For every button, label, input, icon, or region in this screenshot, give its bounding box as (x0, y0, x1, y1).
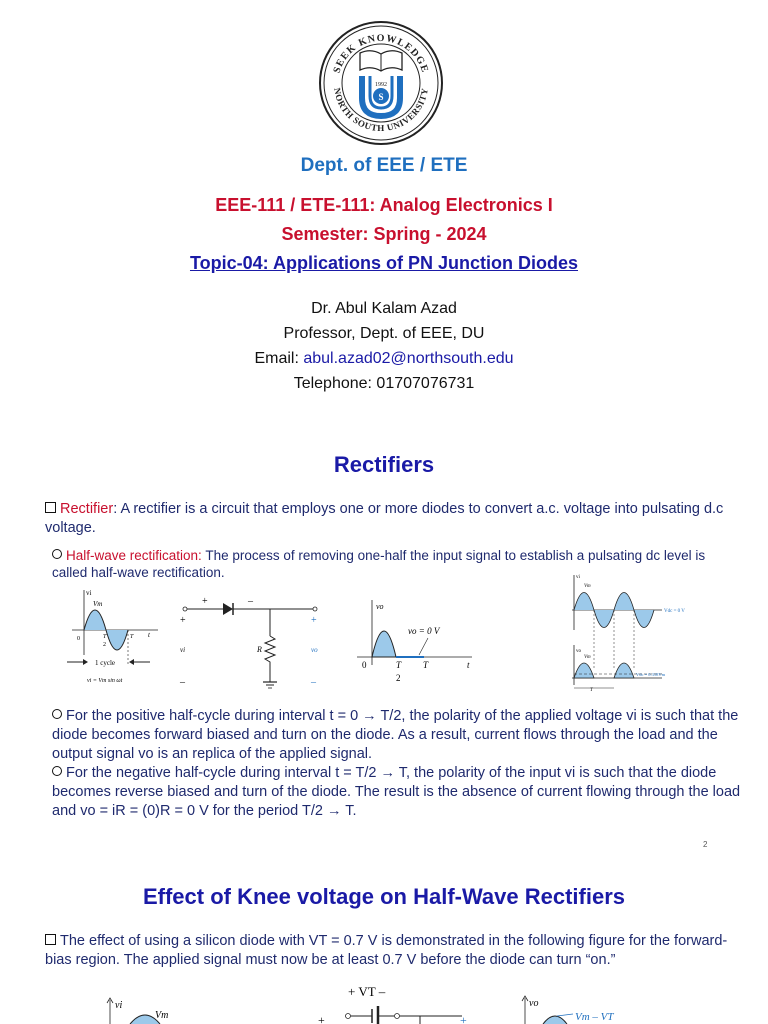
half-wave-term: Half-wave rectification: (66, 548, 202, 563)
t-half-out-num: T (396, 660, 402, 670)
minus-in-label: – (180, 677, 185, 688)
rectifier-definition (45, 500, 735, 538)
resistor-label: R (257, 645, 262, 654)
course-title: EEE-111 / ETE-111: Analog Electronics I (215, 195, 553, 215)
t-half-out-den: 2 (396, 673, 401, 683)
vm-label: Vm (93, 600, 103, 608)
circle-bullet-icon (52, 549, 62, 559)
author-email-line (0, 350, 768, 368)
vdc-label: Vdc = 0.318Vm (636, 672, 666, 677)
vi-in-label: vi (180, 646, 186, 654)
negative-half-text: For the negative half-cycle during interval t = T/2 → T, the polarity of the input vi is such that the diode becomes reverse biased and turn of the diode. The result is the absence of current flowing through the load and vo = iR = (0)R = 0 V for the period T/2 → T. (52, 765, 741, 819)
period-out-label: T (423, 660, 429, 670)
logo-year: 1992 (375, 82, 387, 88)
period-label: T (130, 634, 134, 640)
plus-knee-in: + (318, 1013, 325, 1024)
author-telephone: Telephone: 01707076731 (293, 375, 475, 392)
knee-circuit-figure (310, 980, 480, 1024)
zero-label: 0 (77, 636, 80, 642)
plus-label: + (202, 596, 208, 607)
knee-voltage-text: The effect of using a silicon diode with VT = 0.7 V is demonstrated in the following figure for the forward-bias region. The applied signal must now be at least 0.7 V before the diode can turn “on.” (45, 933, 728, 968)
knee-output-figure (515, 994, 645, 1024)
plus-knee-out: + (460, 1013, 467, 1024)
vo-cmp-label: vo (576, 649, 581, 654)
t-label: t (148, 631, 150, 639)
positive-half-text: For the positive half-cycle during interval t = 0 → T/2, the polarity of the applied voltage vi is such that the diode becomes forward biased and turn on the diode. As a result, current flows through the load and the output signal vo is an replica of the applied signal. (52, 708, 739, 762)
minus-label: – (248, 596, 253, 607)
knee-voltage-paragraph (45, 932, 735, 970)
knee-input-figure (100, 996, 180, 1024)
vm-minus-vt-label: Vm – VT (575, 1011, 614, 1023)
output-waveform-figure (352, 595, 477, 687)
plus-out-label: + (311, 615, 317, 626)
plus-in-label: + (180, 615, 186, 626)
negative-half-cycle-bullet (52, 764, 742, 821)
vo-out-label: vo (311, 646, 318, 654)
rectifiers-heading: Rectifiers (333, 452, 435, 477)
email-label: Email: (254, 350, 304, 367)
vi-equation: vi = Vm sin ωt (87, 678, 123, 684)
vm-knee-label: Vm (155, 1010, 169, 1021)
t-half-den: 2 (103, 642, 106, 648)
vo-axis-label: vo (376, 602, 384, 611)
checkbox-bullet-icon (45, 934, 56, 945)
rectifier-def: : A rectifier is a circuit that employs one or more diodes to convert a.c. voltage into pulsating d.c voltage. (45, 501, 724, 536)
logo-ring-bottom: NORTH SOUTH UNIVERSITY (332, 87, 430, 134)
vt-label: + VT – (348, 984, 386, 999)
vo-knee-label: vo (529, 998, 539, 1009)
topic-title[interactable]: Topic-04: Applications of PN Junction Diodes (189, 253, 579, 273)
t-half-num: T (103, 634, 107, 640)
email-link[interactable]: abul.azad02@northsouth.edu (303, 350, 514, 367)
circle-bullet-icon (52, 709, 62, 719)
checkbox-bullet-icon (45, 502, 56, 513)
zero-out-label: 0 (362, 660, 367, 670)
circle-bullet-icon (52, 766, 62, 776)
rectifier-term: Rectifier (60, 501, 114, 517)
vi-cmp-label: vi (576, 575, 580, 580)
positive-half-cycle-bullet (52, 707, 742, 764)
period-cmp-label: T (590, 688, 593, 693)
page-number: 2 (703, 840, 708, 849)
half-wave-def: The process of removing one-half the input signal to establish a pulsating dc level is called half-wave rectification. (52, 548, 706, 580)
semester-title: Semester: Spring - 2024 (281, 224, 487, 244)
nsu-seal-logo (316, 20, 446, 146)
svg-text:S: S (378, 92, 384, 102)
vm-out-cmp-label: Vm (584, 655, 591, 660)
vm-cmp-label: Vm (584, 584, 591, 589)
vi-knee-label: vi (115, 1000, 123, 1011)
dept-title: Dept. of EEE / ETE (300, 155, 468, 176)
vo-equation: vo = 0 V (408, 626, 440, 636)
t-out-label: t (467, 660, 470, 670)
vdc-zero-label: Vdc = 0 V (664, 609, 685, 614)
author-name: Dr. Abul Kalam Azad (311, 300, 457, 317)
knee-voltage-heading: Effect of Knee voltage on Half-Wave Rectifiers (142, 884, 626, 909)
input-waveform-figure (62, 585, 162, 687)
one-cycle-label: 1 cycle (95, 659, 116, 667)
logo-ring-top: SEEK KNOWLEDGE (331, 32, 431, 75)
author-position: Professor, Dept. of EEE, DU (283, 325, 485, 342)
half-wave-circuit-figure (175, 590, 325, 692)
minus-out-label: – (311, 677, 316, 688)
dc-level-figure (562, 570, 692, 695)
vi-label: vi (86, 589, 92, 597)
